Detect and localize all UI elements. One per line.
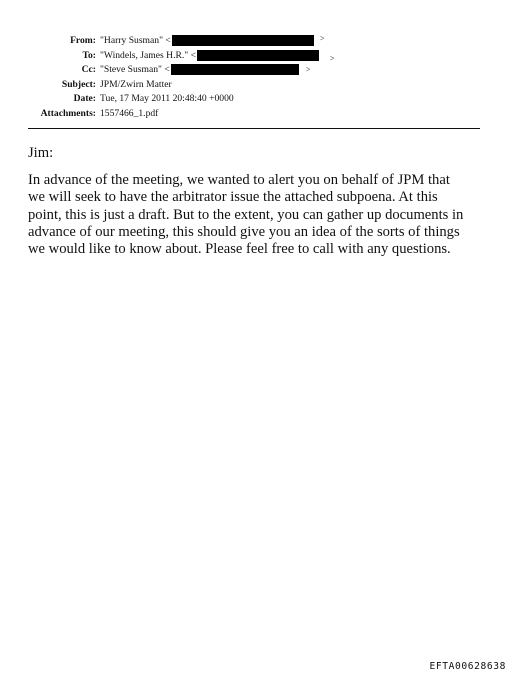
- to-row: [0, 49, 512, 64]
- body-line: point, this is just a draft. But to the extent, you can gather up documents in: [28, 206, 464, 223]
- from-label: From:: [70, 35, 96, 46]
- redaction-bar: [172, 35, 314, 46]
- cc-value: [100, 63, 299, 78]
- redaction-bar: [197, 50, 319, 61]
- from-row: [0, 34, 512, 49]
- to-label: To:: [82, 49, 96, 61]
- cc-close-bracket: >: [306, 65, 311, 75]
- date-label: Date:: [73, 93, 96, 105]
- subject-row: [0, 78, 512, 93]
- date-value: Tue, 17 May 2011 20:48:40 +0000: [100, 93, 234, 105]
- body-line: In advance of the meeting, we wanted to alert you on behalf of JPM that: [28, 172, 450, 188]
- greeting: Jim:: [28, 145, 54, 161]
- from-value: [100, 34, 314, 49]
- redaction-bar: [171, 64, 299, 75]
- cc-name: "Steve Susman" <: [100, 64, 170, 76]
- body-line: we would like to know about. Please feel free to call with any questions.: [28, 241, 451, 258]
- to-value: [100, 49, 319, 64]
- subject-value: JPM/Zwirn Matter: [100, 78, 172, 90]
- body-line: we will seek to have the arbitrator issue the attached subpoena. At this: [28, 189, 438, 206]
- date-row: [0, 92, 512, 107]
- attachments-row: [0, 107, 512, 122]
- subject-label: Subject:: [61, 78, 96, 90]
- from-name: "Harry Susman" <: [100, 35, 171, 46]
- cc-label: Cc:: [81, 64, 96, 76]
- from-close-bracket: >: [320, 34, 325, 43]
- body-line: advance of our meeting, this should give you an idea of the sorts of things: [28, 223, 460, 240]
- cc-row: [0, 63, 512, 78]
- attachments-label: Attachments:: [40, 107, 96, 119]
- document-id: EFTA00628638: [429, 661, 506, 672]
- to-name: "Windels, James H.R." <: [100, 49, 196, 61]
- email-body: [28, 172, 498, 258]
- email-header: [0, 34, 512, 122]
- to-close-bracket: >: [330, 53, 335, 63]
- attachment-filename: 1557466_1.pdf: [100, 107, 159, 119]
- header-divider: [28, 128, 480, 129]
